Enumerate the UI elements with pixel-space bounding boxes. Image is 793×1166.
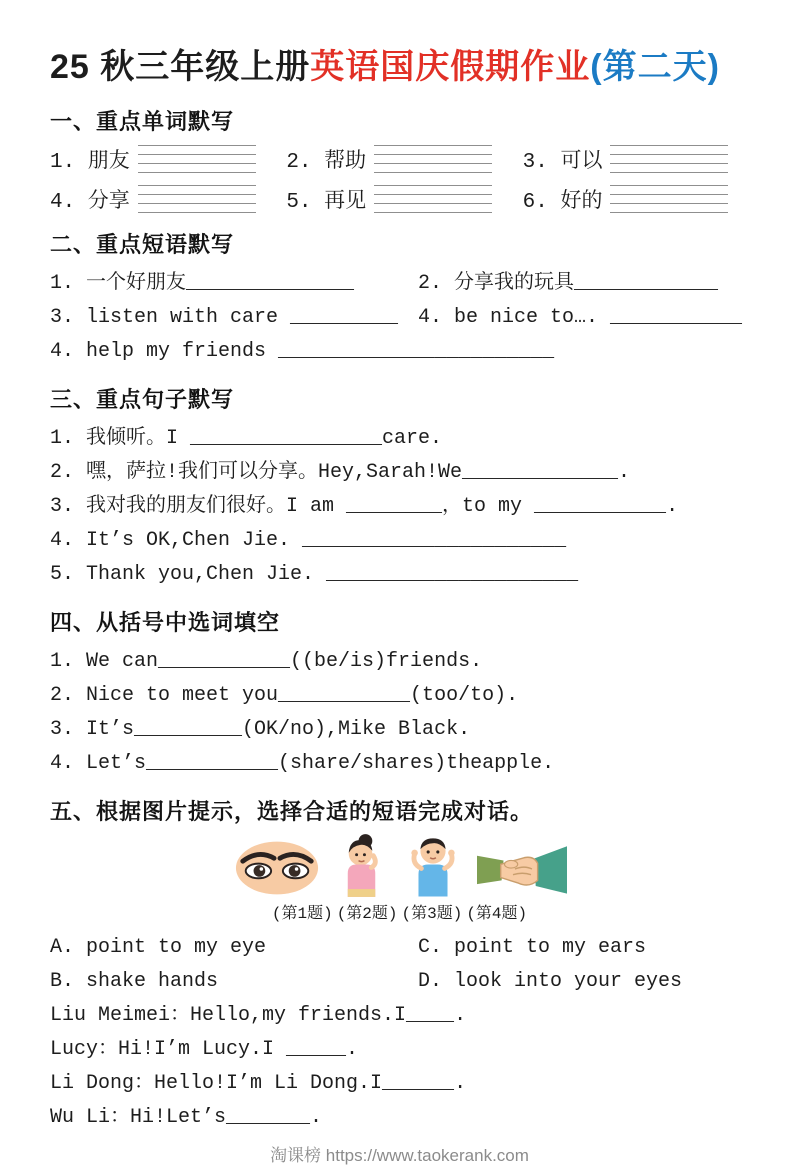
footer-watermark: 淘课榜 https://www.taokerank.com <box>270 1146 529 1166</box>
section5-heading: 五、根据图片提示，选择合适的短语完成对话。 <box>50 799 534 825</box>
word-item <box>286 144 512 174</box>
options-row <box>50 965 749 999</box>
sentence-item: 2. 嘿，萨拉!我们可以分享。Hey,Sarah!We_____________. <box>50 461 631 485</box>
option-c: C. point to my ears <box>418 936 647 960</box>
word-item <box>50 144 276 174</box>
word-label: 6. 好的 <box>522 191 603 215</box>
word-label: 4. 分享 <box>50 191 130 215</box>
dialogue-line: Li Dong：Hello!I’m Li Dong.I______. <box>50 1072 467 1096</box>
writing-lines <box>374 185 492 213</box>
word-label: 3. 可以 <box>522 151 603 175</box>
sentence-item: 3. 我对我的朋友们很好。I am ________，to my ___________. <box>50 495 679 519</box>
word-label: 5. 再见 <box>286 191 367 215</box>
word-label: 2. 帮助 <box>286 151 367 175</box>
picture-captions <box>50 900 749 923</box>
word-dictation-grid <box>50 144 749 214</box>
dialogue-line: Lucy：Hi!I’m Lucy.I _____. <box>50 1038 359 1062</box>
section2-heading: 二、重点短语默写 <box>50 232 235 258</box>
dialogue-line: Wu Li：Hi!Let’s_______. <box>50 1106 323 1130</box>
title-day-part: (第二天) <box>590 48 720 86</box>
sentence-item: 5. Thank you,Chen Jie. _____________________ <box>50 563 579 587</box>
section3-heading: 三、重点句子默写 <box>50 387 235 413</box>
phrase-item: 2. 分享我的玩具____________ <box>418 272 719 296</box>
dialogue-line: Liu Meimei：Hello,my friends.I____. <box>50 1004 467 1028</box>
eyes-picture <box>233 838 321 898</box>
phrase-item: 3. listen with care _________ <box>50 306 399 330</box>
fill-item: 4. Let’s___________(share/shares)theapple. <box>50 752 555 776</box>
writing-lines <box>610 145 728 173</box>
word-item <box>523 144 749 174</box>
boy-pointing-ears-picture <box>403 834 463 898</box>
picture-caption: (第3题) <box>401 905 463 924</box>
word-item <box>50 184 276 214</box>
option-b: B. shake hands <box>50 970 219 994</box>
page-title <box>50 48 749 87</box>
phrase-item: 4. help my friends _______________________ <box>50 340 555 364</box>
fill-item: 1. We can___________((be/is)friends. <box>50 650 483 674</box>
word-item <box>286 184 512 214</box>
picture-caption: (第2题) <box>336 905 398 924</box>
picture-caption: (第1题) <box>271 905 333 924</box>
phrase-item: 4. be nice to…. ___________ <box>418 306 743 330</box>
sentence-item: 4. It’s OK,Chen Jie. ______________________ <box>50 529 567 553</box>
fill-item: 2. Nice to meet you___________(too/to). <box>50 684 519 708</box>
phrase-row <box>50 267 749 301</box>
section4-heading: 四、从括号中选词填空 <box>50 610 281 636</box>
fill-item: 3. It’s_________(OK/no),Mike Black. <box>50 718 471 742</box>
writing-lines <box>138 185 256 213</box>
phrase-row <box>50 301 749 335</box>
word-item <box>523 184 749 214</box>
girl-pointing-picture <box>335 834 389 898</box>
writing-lines <box>374 145 492 173</box>
section1-heading: 一、重点单词默写 <box>50 109 235 135</box>
picture-caption: (第4题) <box>466 905 528 924</box>
handshake-picture <box>477 840 567 898</box>
title-grade-part: 25 秋三年级上册 <box>50 48 311 86</box>
sentence-item: 1. 我倾听。I ________________care. <box>50 427 443 451</box>
option-d: D. look into your eyes <box>418 970 683 994</box>
title-subject-part: 英语国庆假期作业 <box>310 48 591 86</box>
writing-lines <box>138 145 256 173</box>
picture-row <box>50 834 749 898</box>
phrase-item: 1. 一个好朋友______________ <box>50 272 355 296</box>
word-label: 1. 朋友 <box>50 151 130 175</box>
writing-lines <box>610 185 728 213</box>
options-row <box>50 931 749 965</box>
option-a: A. point to my eye <box>50 936 267 960</box>
